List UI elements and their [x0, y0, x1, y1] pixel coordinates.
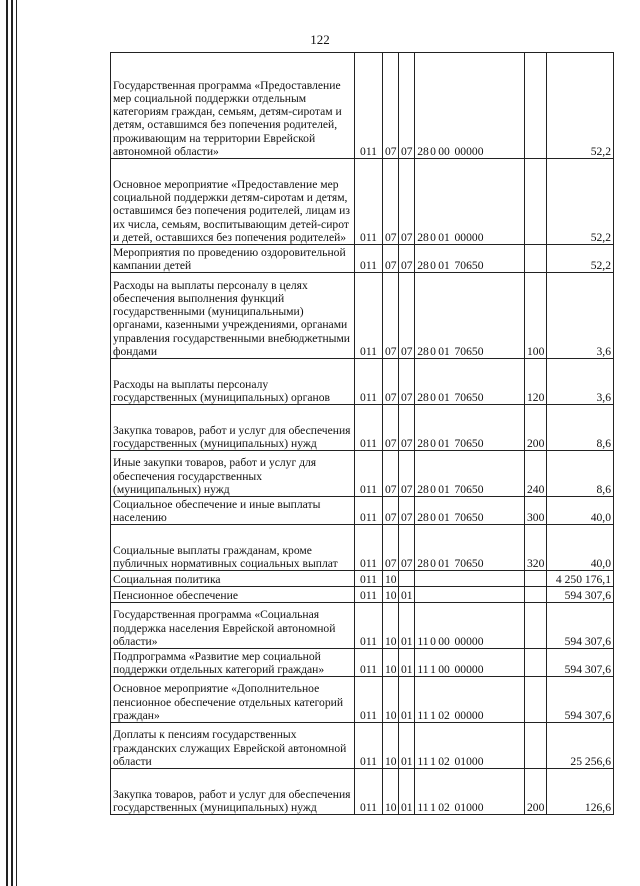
amount: 594 307,6 [547, 649, 614, 677]
chapter-code: 011 [355, 525, 383, 571]
expense-type-code [525, 677, 547, 723]
section-code: 10 [383, 571, 399, 587]
expense-name: Социальное обеспечение и иные выплаты населению [111, 497, 355, 525]
section-code: 07 [383, 405, 399, 451]
target-article-measure: 02 [438, 754, 450, 768]
section-code: 10 [383, 587, 399, 603]
chapter-code: 011 [355, 159, 383, 245]
binder-edge-line [6, 0, 8, 886]
target-article-subprogram: 1 [430, 662, 436, 676]
subsection-code: 01 [399, 587, 415, 603]
target-article-direction: 00000 [454, 634, 484, 648]
amount: 8,6 [547, 405, 614, 451]
expense-type-code [525, 53, 547, 159]
target-article-code [415, 53, 525, 159]
amount: 52,2 [547, 245, 614, 273]
target-article-measure: 01 [438, 258, 450, 272]
chapter-code: 011 [355, 53, 383, 159]
target-article-code [415, 649, 525, 677]
amount: 40,0 [547, 497, 614, 525]
expense-name: Основное мероприятие «Предоставление мер социальной поддержки детям-сиротам и детям, оставшимся без попечения родителей, лицам из их числа, семьям, воспитывающим детей-сирот и детей, оставшихся без попечения родителей» [111, 159, 355, 245]
expense-type-code: 320 [525, 525, 547, 571]
target-article-program: 11 [417, 708, 429, 722]
subsection-code: 01 [399, 677, 415, 723]
expense-type-code [525, 723, 547, 769]
section-code: 07 [383, 359, 399, 405]
target-article-subprogram: 1 [430, 708, 436, 722]
chapter-code: 011 [355, 723, 383, 769]
expense-name: Расходы на выплаты персоналу государственных (муниципальных) органов [111, 359, 355, 405]
expense-type-code: 240 [525, 451, 547, 497]
amount: 8,6 [547, 451, 614, 497]
target-article-program: 28 [417, 230, 429, 244]
expense-type-code [525, 159, 547, 245]
target-article-measure: 01 [438, 510, 450, 524]
target-article-subprogram: 0 [430, 436, 436, 450]
binder-edge-line [16, 0, 17, 886]
table-row [111, 245, 614, 273]
target-article-measure: 02 [438, 708, 450, 722]
target-article-code [415, 273, 525, 359]
target-article-measure: 00 [438, 144, 450, 158]
table-row [111, 159, 614, 245]
target-article-direction: 70650 [454, 390, 484, 404]
expense-type-code [525, 245, 547, 273]
target-article-subprogram: 1 [430, 800, 436, 814]
table-row [111, 53, 614, 159]
target-article-subprogram: 1 [430, 754, 436, 768]
subsection-code: 07 [399, 53, 415, 159]
chapter-code: 011 [355, 603, 383, 649]
target-article-code [415, 723, 525, 769]
chapter-code: 011 [355, 587, 383, 603]
target-article-direction: 01000 [454, 800, 484, 814]
table-row [111, 723, 614, 769]
expense-type-code [525, 571, 547, 587]
table-row [111, 497, 614, 525]
section-code: 07 [383, 53, 399, 159]
target-article-code [415, 159, 525, 245]
section-code: 07 [383, 451, 399, 497]
subsection-code: 01 [399, 769, 415, 815]
expense-name: Основное мероприятие «Дополнительное пенсионное обеспечение отдельных категорий граждан» [111, 677, 355, 723]
target-article-subprogram: 0 [430, 258, 436, 272]
expense-name: Доплаты к пенсиям государственных гражданских служащих Еврейской автономной области [111, 723, 355, 769]
target-article-direction: 00000 [454, 230, 484, 244]
table-row [111, 359, 614, 405]
chapter-code: 011 [355, 497, 383, 525]
target-article-program: 11 [417, 634, 429, 648]
subsection-code: 01 [399, 649, 415, 677]
target-article-code [415, 571, 525, 587]
target-article-code [415, 245, 525, 273]
target-article-subprogram: 0 [430, 556, 436, 570]
target-article-code [415, 769, 525, 815]
target-article-subprogram: 0 [430, 230, 436, 244]
amount: 3,6 [547, 359, 614, 405]
amount: 3,6 [547, 273, 614, 359]
target-article-subprogram: 0 [430, 510, 436, 524]
expense-name: Иные закупки товаров, работ и услуг для обеспечения государственных (муниципальных) нужд [111, 451, 355, 497]
chapter-code: 011 [355, 359, 383, 405]
amount: 25 256,6 [547, 723, 614, 769]
target-article-measure: 00 [438, 662, 450, 676]
target-article-code [415, 497, 525, 525]
target-article-direction: 00000 [454, 144, 484, 158]
target-article-direction: 00000 [454, 662, 484, 676]
expense-type-code [525, 649, 547, 677]
amount: 40,0 [547, 525, 614, 571]
amount: 594 307,6 [547, 603, 614, 649]
target-article-measure: 01 [438, 390, 450, 404]
subsection-code: 07 [399, 525, 415, 571]
section-code: 10 [383, 769, 399, 815]
amount: 126,6 [547, 769, 614, 815]
target-article-code [415, 451, 525, 497]
chapter-code: 011 [355, 405, 383, 451]
target-article-code [415, 677, 525, 723]
expense-type-code [525, 603, 547, 649]
target-article-direction: 70650 [454, 436, 484, 450]
target-article-code [415, 603, 525, 649]
target-article-direction: 70650 [454, 510, 484, 524]
amount: 594 307,6 [547, 587, 614, 603]
target-article-direction: 00000 [454, 708, 484, 722]
target-article-measure: 01 [438, 230, 450, 244]
expense-type-code: 200 [525, 405, 547, 451]
target-article-code [415, 525, 525, 571]
target-article-subprogram: 0 [430, 390, 436, 404]
target-article-program: 28 [417, 436, 429, 450]
subsection-code: 07 [399, 451, 415, 497]
target-article-measure: 01 [438, 344, 450, 358]
expense-name: Подпрограмма «Развитие мер социальной поддержки отдельных категорий граждан» [111, 649, 355, 677]
subsection-code: 07 [399, 273, 415, 359]
subsection-code: 07 [399, 245, 415, 273]
amount: 52,2 [547, 53, 614, 159]
table-row [111, 677, 614, 723]
target-article-program: 11 [417, 800, 429, 814]
section-code: 10 [383, 677, 399, 723]
target-article-measure: 01 [438, 556, 450, 570]
expense-name: Пенсионное обеспечение [111, 587, 355, 603]
chapter-code: 011 [355, 571, 383, 587]
chapter-code: 011 [355, 273, 383, 359]
target-article-program: 28 [417, 390, 429, 404]
target-article-direction: 70650 [454, 482, 484, 496]
table-row [111, 525, 614, 571]
subsection-code: 01 [399, 723, 415, 769]
target-article-subprogram: 0 [430, 144, 436, 158]
chapter-code: 011 [355, 649, 383, 677]
target-article-direction: 70650 [454, 344, 484, 358]
section-code: 10 [383, 649, 399, 677]
target-article-measure: 01 [438, 436, 450, 450]
target-article-code [415, 587, 525, 603]
expense-name: Расходы на выплаты персоналу в целях обеспечения выполнения функций государственными (муниципальными) органами, казенными учреждениями, органами управления государственными внебюджетными фондами [111, 273, 355, 359]
section-code: 10 [383, 723, 399, 769]
target-article-program: 28 [417, 556, 429, 570]
target-article-program: 28 [417, 510, 429, 524]
expense-type-code: 100 [525, 273, 547, 359]
target-article-subprogram: 0 [430, 344, 436, 358]
expense-type-code: 120 [525, 359, 547, 405]
target-article-direction: 70650 [454, 556, 484, 570]
chapter-code: 011 [355, 677, 383, 723]
section-code: 07 [383, 497, 399, 525]
table-row [111, 405, 614, 451]
page-number: 122 [310, 32, 330, 47]
amount: 4 250 176,1 [547, 571, 614, 587]
subsection-code: 07 [399, 497, 415, 525]
chapter-code: 011 [355, 245, 383, 273]
expense-name: Мероприятия по проведению оздоровительной кампании детей [111, 245, 355, 273]
table-row [111, 451, 614, 497]
target-article-subprogram: 0 [430, 482, 436, 496]
chapter-code: 011 [355, 769, 383, 815]
budget-table [110, 52, 614, 815]
target-article-subprogram: 0 [430, 634, 436, 648]
table-row [111, 273, 614, 359]
target-article-direction: 70650 [454, 258, 484, 272]
expense-name: Закупка товаров, работ и услуг для обеспечения государственных (муниципальных) нужд [111, 405, 355, 451]
expense-name: Государственная программа «Предоставление мер социальной поддержки отдельным категориям граждан, семьям, детям-сиротам и детям, оставшимся без попечения родителей, проживающим на территории Еврейской автономной области» [111, 53, 355, 159]
target-article-code [415, 359, 525, 405]
table-row [111, 649, 614, 677]
subsection-code: 07 [399, 405, 415, 451]
section-code: 07 [383, 245, 399, 273]
target-article-program: 11 [417, 662, 429, 676]
subsection-code [399, 571, 415, 587]
target-article-program: 28 [417, 144, 429, 158]
target-article-program: 28 [417, 344, 429, 358]
amount: 594 307,6 [547, 677, 614, 723]
expense-name: Закупка товаров, работ и услуг для обеспечения государственных (муниципальных) нужд [111, 769, 355, 815]
target-article-program: 28 [417, 482, 429, 496]
table-row [111, 603, 614, 649]
expense-type-code: 300 [525, 497, 547, 525]
section-code: 10 [383, 603, 399, 649]
target-article-program: 28 [417, 258, 429, 272]
expense-type-code [525, 587, 547, 603]
subsection-code: 07 [399, 159, 415, 245]
target-article-measure: 02 [438, 800, 450, 814]
expense-name: Государственная программа «Социальная поддержка населения Еврейской автономной области» [111, 603, 355, 649]
expense-type-code: 200 [525, 769, 547, 815]
target-article-measure: 01 [438, 482, 450, 496]
section-code: 07 [383, 273, 399, 359]
subsection-code: 01 [399, 603, 415, 649]
table-row [111, 571, 614, 587]
target-article-direction: 01000 [454, 754, 484, 768]
binder-edge-line [11, 0, 13, 886]
section-code: 07 [383, 159, 399, 245]
table-row [111, 769, 614, 815]
subsection-code: 07 [399, 359, 415, 405]
expense-name: Социальные выплаты гражданам, кроме публичных нормативных социальных выплат [111, 525, 355, 571]
expense-name: Социальная политика [111, 571, 355, 587]
target-article-code [415, 405, 525, 451]
table-row [111, 587, 614, 603]
chapter-code: 011 [355, 451, 383, 497]
target-article-program: 11 [417, 754, 429, 768]
amount: 52,2 [547, 159, 614, 245]
target-article-measure: 00 [438, 634, 450, 648]
section-code: 07 [383, 525, 399, 571]
